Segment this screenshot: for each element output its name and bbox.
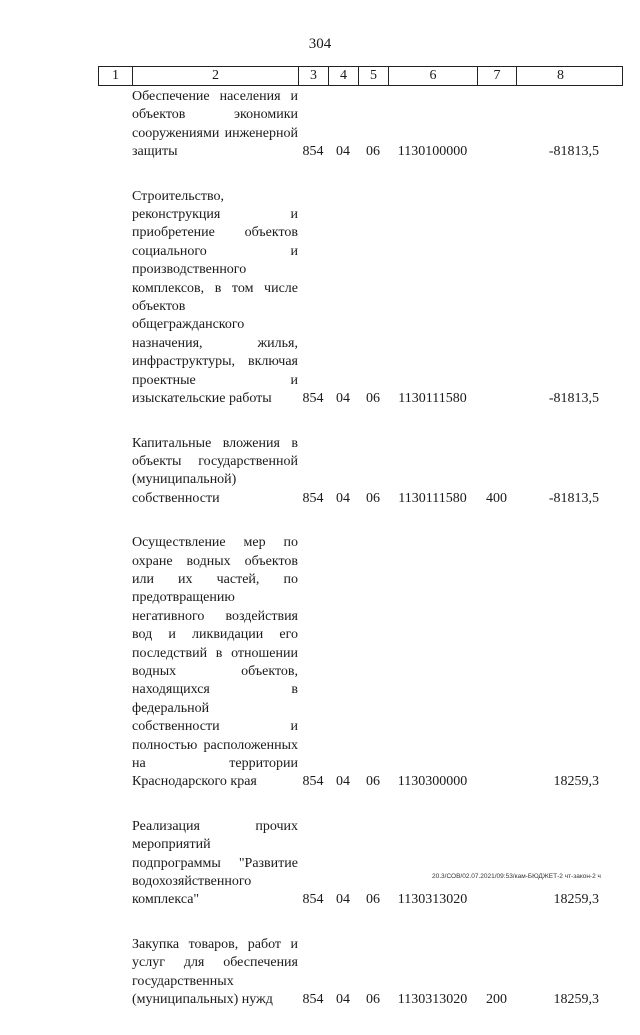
header-col-2: 2: [133, 67, 299, 85]
table-row: [98, 936, 623, 1010]
header-col-1: 1: [99, 67, 133, 85]
header-col-3: 3: [299, 67, 329, 85]
table-row: [98, 188, 623, 409]
row-code-6: 1130313020: [397, 892, 468, 908]
header-col-5: 5: [359, 67, 389, 85]
row-code-5: 06: [366, 774, 380, 790]
page-number: 304: [308, 36, 332, 52]
table-row: [98, 435, 623, 509]
row-code-3: 854: [302, 490, 324, 506]
row-code-4: 04: [336, 490, 350, 506]
row-code-3: 854: [302, 391, 324, 407]
row-name: Осуществление мер по охране водных объектов или их частей, по предотвращению негативного воздействия вод и ликвидации его последствий в отношении водных объектов, находящихся в федеральной собственности и полностью расположенных на территории Краснодарского края: [132, 535, 298, 790]
row-code-6: 1130300000: [397, 774, 468, 790]
row-code-3: 854: [302, 774, 324, 790]
table-row: [98, 818, 623, 910]
row-code-3: 854: [302, 992, 324, 1008]
row-code-4: 04: [336, 892, 350, 908]
row-code-6: 1130111580: [398, 391, 467, 407]
row-code-6: 1130313020: [397, 992, 468, 1008]
row-code-5: 06: [366, 892, 380, 908]
row-amount: -81813,5: [548, 490, 599, 506]
row-name: Строительство, реконструкция и приобретение объектов социального и производственного комплексов, в том числе объектов общегражданского назначения, жилья, инфраструктуры, включая проектные и изыскательские работы: [132, 188, 298, 407]
row-code-6: 1130100000: [397, 144, 468, 160]
table-row: [98, 534, 623, 792]
header-col-7: 7: [478, 67, 517, 85]
row-code-4: 04: [336, 992, 350, 1008]
row-name: Капитальные вложения в объекты государственной (муниципальной) собственности: [132, 435, 298, 506]
row-amount: -81813,5: [548, 391, 599, 407]
row-amount: 18259,3: [553, 892, 599, 908]
row-amount: 18259,3: [553, 992, 599, 1008]
header-col-4: 4: [329, 67, 359, 85]
header-col-8: 8: [557, 68, 564, 83]
row-name: Закупка товаров, работ и услуг для обеспечения государственных (муниципальных) нужд: [132, 936, 298, 1008]
row-code-3: 854: [302, 144, 324, 160]
row-code-5: 06: [366, 490, 380, 506]
row-code-5: 06: [366, 992, 380, 1008]
row-code-7: 200: [486, 992, 507, 1008]
row-code-4: 04: [336, 391, 350, 407]
row-name: Реализация прочих мероприятий подпрограммы "Развитие водохозяйственного комплекса": [132, 818, 298, 908]
row-code-3: 854: [302, 892, 324, 908]
row-code-4: 04: [336, 774, 350, 790]
row-code-7: 400: [486, 490, 507, 506]
row-code-6: 1130111580: [398, 490, 467, 506]
table-body: [98, 88, 623, 1035]
row-code-5: 06: [366, 391, 380, 407]
footer-stamp: 20.3/СОВ/02.07.2021/09:53/кам-БЮДЖЕТ-2 чт-закон-2 ч: [432, 873, 601, 880]
header-col-6: 6: [389, 67, 478, 85]
row-amount: -81813,5: [548, 144, 599, 160]
row-amount: 18259,3: [553, 774, 599, 790]
row-code-4: 04: [336, 144, 350, 160]
table-header: [98, 66, 623, 86]
row-code-5: 06: [366, 144, 380, 160]
table-row: [98, 88, 623, 162]
row-name: Обеспечение населения и объектов экономики сооружениями инженерной защиты: [132, 89, 298, 160]
